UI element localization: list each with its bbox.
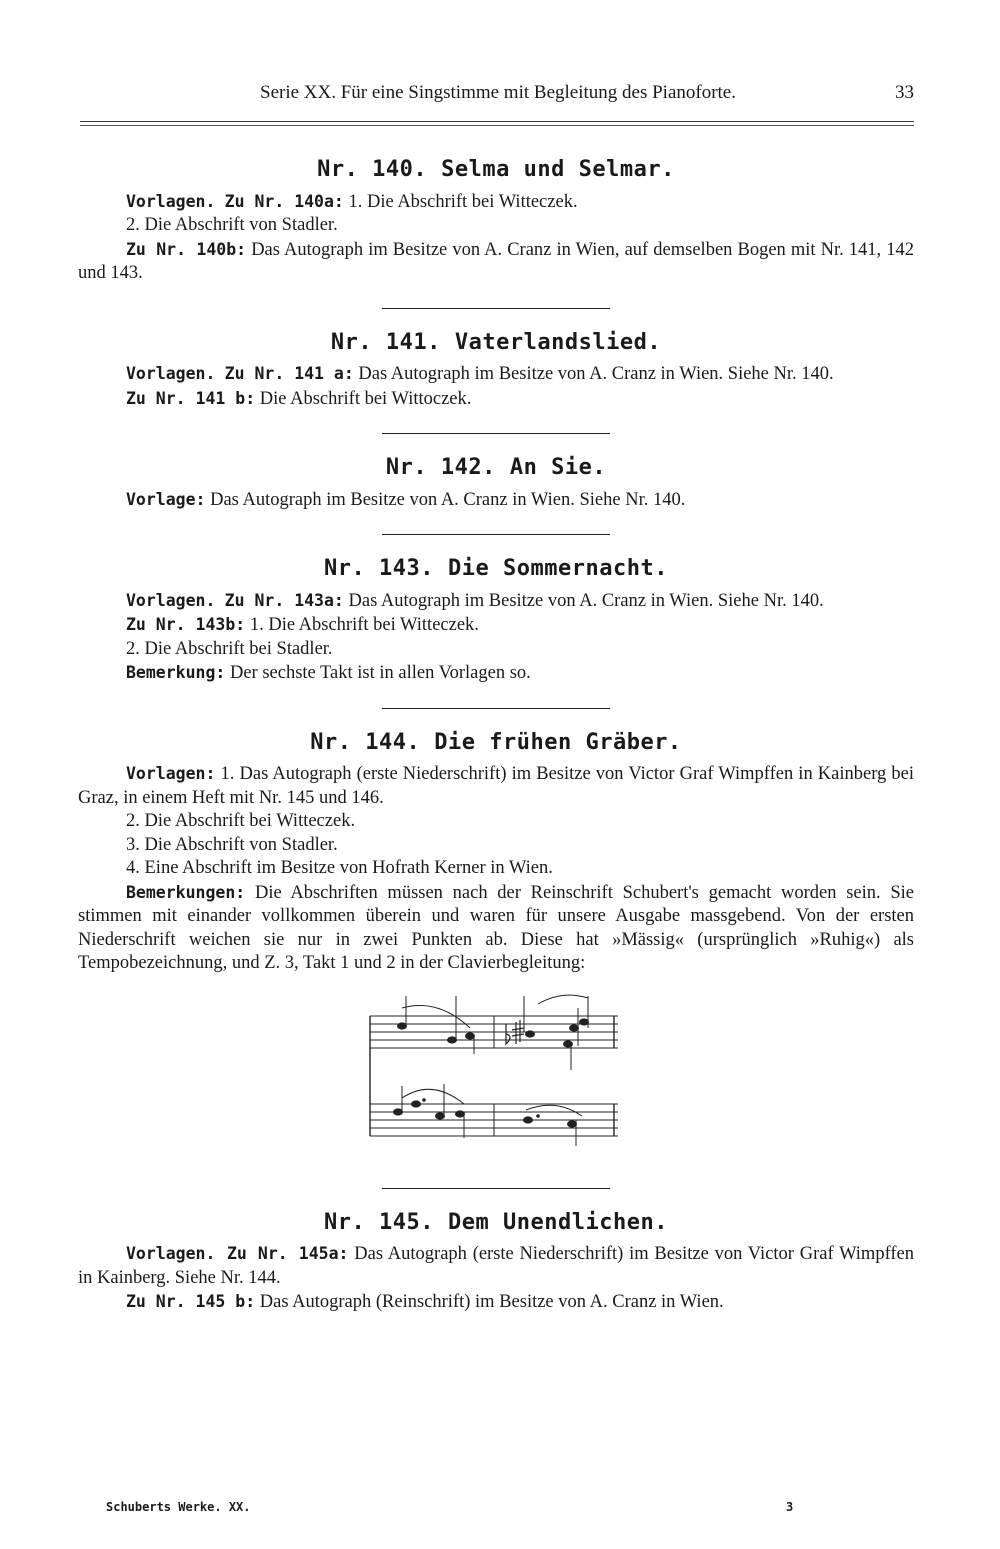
- section-title: Dem Unendlichen.: [448, 1209, 668, 1235]
- label: Zu Nr. 143b:: [126, 615, 246, 634]
- section-heading: [78, 158, 914, 182]
- music-example: [366, 986, 626, 1166]
- section-title: An Sie.: [509, 455, 607, 480]
- label: Vorlagen.: [126, 1244, 216, 1263]
- label: Bemerkungen:: [126, 882, 246, 902]
- page-number: 33: [895, 82, 914, 103]
- section-nr-145: [78, 1211, 914, 1315]
- paragraph: [78, 1242, 914, 1290]
- paragraph: [78, 488, 914, 513]
- paragraph: [78, 238, 914, 286]
- paragraph: [78, 857, 914, 881]
- section-number: Nr. 141.: [330, 329, 441, 355]
- paragraph: [78, 589, 914, 614]
- section-number: Nr. 144.: [310, 729, 421, 755]
- section-heading: [78, 456, 914, 480]
- footer-signature-mark: 3: [786, 1500, 794, 1514]
- paragraph: [78, 881, 914, 976]
- paragraph: [78, 387, 914, 412]
- document-body: [78, 150, 914, 1315]
- paragraph-text: Das Autograph (erste Niederschrift) im Besitze von Victor Graf Wimpffen in Kainberg. Siehe Nr. 144.: [78, 1244, 915, 1288]
- paragraph-text: 2. Die Abschrift von Stadler.: [126, 215, 338, 235]
- section-nr-144: [78, 731, 914, 1166]
- header-rule: [80, 121, 914, 122]
- music-notation-figure: [366, 986, 626, 1166]
- section-separator: [382, 534, 610, 535]
- paragraph-text: Das Autograph im Besitze von A. Cranz in Wien. Siehe Nr. 140.: [358, 364, 834, 384]
- section-heading: [78, 731, 914, 755]
- label-sub: Zu Nr. 143a:: [224, 590, 344, 610]
- section-nr-140: [78, 158, 914, 286]
- label-sub: Zu Nr. 140a:: [224, 191, 344, 211]
- section-heading: [78, 557, 914, 581]
- label: Vorlagen.: [126, 364, 216, 383]
- label: Vorlage:: [126, 489, 206, 509]
- section-nr-143: [78, 557, 914, 686]
- section-nr-142: [78, 456, 914, 512]
- paragraph: [78, 762, 914, 810]
- section-number: Nr. 145.: [324, 1209, 435, 1235]
- paragraph: [78, 214, 914, 238]
- paragraph-text: 1. Das Autograph (erste Niederschrift) im Besitze von Victor Graf Wimpffen in Kainberg bei Graz, in einem Heft mit Nr. 145 und 146.: [78, 764, 914, 808]
- section-separator: [382, 308, 610, 309]
- label-sub: Zu Nr. 141 a:: [224, 364, 354, 383]
- paragraph-text: Das Autograph im Besitze von A. Cranz in Wien. Siehe Nr. 140.: [348, 590, 824, 611]
- paragraph-text: Das Autograph im Besitze von A. Cranz in Wien. Siehe Nr. 140.: [210, 489, 686, 510]
- label: Bemerkung:: [126, 663, 226, 682]
- paragraph-text: 1. Die Abschrift bei Witteczek.: [348, 191, 578, 212]
- section-title: Selma und Selmar.: [441, 157, 675, 182]
- section-number: Nr. 142.: [385, 455, 496, 480]
- section-number: Nr. 140.: [317, 157, 428, 182]
- section-title: Die frühen Gräber.: [434, 729, 682, 755]
- paragraph-text: Das Autograph im Besitze von A. Cranz in Wien, auf demselben Bogen mit Nr. 141, 142 und 143.: [78, 239, 914, 283]
- section-separator: [382, 708, 610, 709]
- paragraph: [78, 1290, 914, 1315]
- section-nr-141: [78, 331, 914, 412]
- paragraph-text: 3. Die Abschrift von Stadler.: [126, 834, 338, 855]
- section-heading: [78, 331, 914, 355]
- section-heading: [78, 1211, 914, 1235]
- paragraph-text: 4. Eine Abschrift im Besitze von Hofrath Kerner in Wien.: [126, 858, 553, 878]
- label: Zu Nr. 141 b:: [126, 388, 256, 408]
- running-title: Serie XX. Für eine Singstimme mit Begleitung des Pianoforte.: [260, 82, 736, 103]
- label: Vorlagen.: [126, 191, 216, 211]
- paragraph: [78, 810, 914, 834]
- paragraph-text: 2. Die Abschrift bei Witteczek.: [126, 811, 356, 831]
- paragraph: [78, 190, 914, 215]
- header-rule-secondary: [80, 125, 914, 126]
- paragraph-text: 1. Die Abschrift bei Witteczek.: [249, 615, 479, 635]
- label: Zu Nr. 140b:: [126, 239, 247, 259]
- paragraph-text: Die Abschriften müssen nach der Reinschrift Schubert's gemacht worden sein. Sie stimmen mit einander vollkommen überein und waren für unsere Ausgabe massgebend. Von der ersten Niederschrift weichen sie nur in zwei Punkten ab. Diese hat »Mässig« (ursprünglich »Ruhig«) als Tempobezeichnung, und Z. 3, Takt 1 und 2 in der Clavierbegleitung:: [78, 882, 915, 973]
- paragraph: [78, 362, 914, 387]
- paragraph-text: Das Autograph (Reinschrift) im Besitze von A. Cranz in Wien.: [259, 1292, 724, 1312]
- section-separator: [382, 1188, 610, 1189]
- label: Vorlagen:: [126, 764, 216, 783]
- footer-series-label: Schuberts Werke. XX.: [106, 1500, 251, 1514]
- label: Vorlagen.: [126, 590, 216, 610]
- paragraph: [78, 638, 914, 662]
- running-header: [78, 82, 914, 112]
- page-footer: [78, 1500, 914, 1522]
- label: Zu Nr. 145 b:: [126, 1292, 256, 1311]
- paragraph: [78, 661, 914, 686]
- paragraph: [78, 613, 914, 638]
- section-title: Vaterlandslied.: [454, 329, 662, 355]
- paragraph: [78, 834, 914, 858]
- paragraph-text: 2. Die Abschrift bei Stadler.: [126, 638, 333, 659]
- section-separator: [382, 433, 610, 434]
- section-title: Die Sommernacht.: [448, 556, 668, 581]
- section-number: Nr. 143.: [324, 556, 435, 581]
- label-sub: Zu Nr. 145a:: [226, 1244, 349, 1263]
- paragraph-text: Der sechste Takt ist in allen Vorlagen so.: [229, 663, 531, 683]
- paragraph-text: Die Abschrift bei Wittoczek.: [259, 388, 472, 409]
